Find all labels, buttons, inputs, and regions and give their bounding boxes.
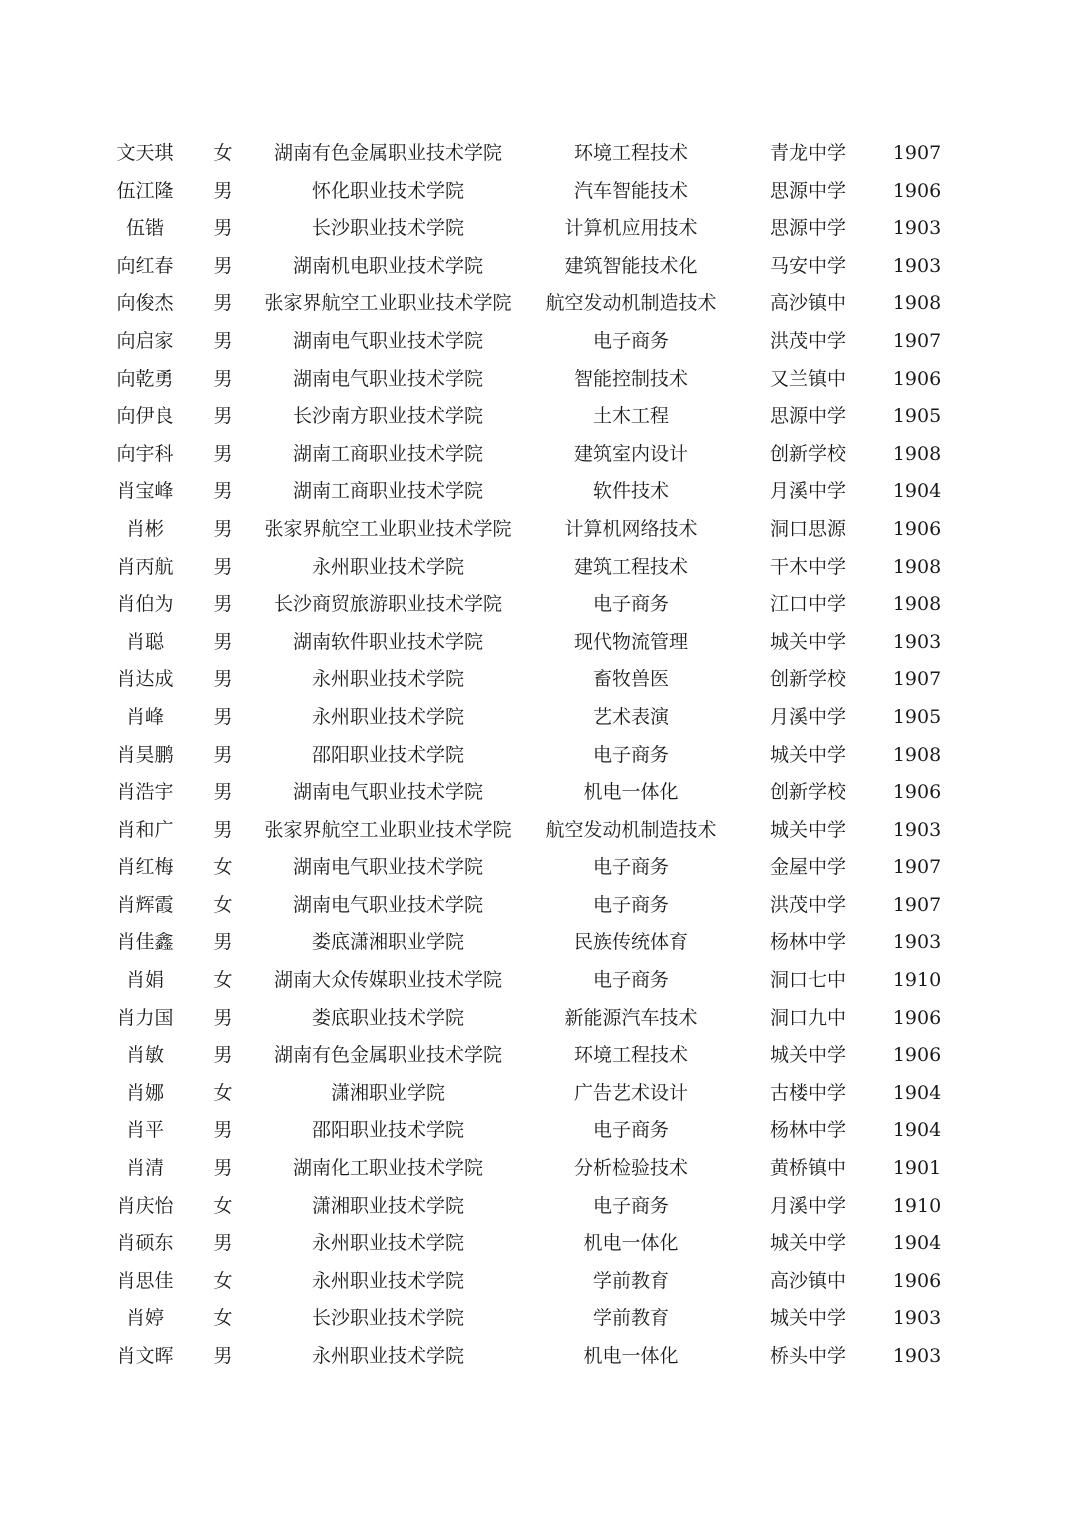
table-row [0,774,1080,812]
student-class: 1903 [892,1307,942,1330]
student-major: 电子商务 [592,329,669,352]
student-major: 电子商务 [592,593,669,616]
student-class: 1908 [892,743,942,766]
student-name: 肖宝峰 [116,480,174,503]
student-class: 1906 [892,1006,942,1029]
student-name: 向宇科 [116,442,174,465]
student-middle-school: 高沙镇中 [769,1269,846,1292]
student-middle-school: 杨林中学 [769,1119,846,1142]
student-college: 湖南工商职业技术学院 [292,442,483,465]
student-middle-school: 思源中学 [769,405,846,428]
student-name: 肖婷 [125,1307,164,1330]
student-major: 电子商务 [592,969,669,992]
table-row [0,1150,1080,1188]
student-major: 机电一体化 [583,1232,679,1255]
student-class: 1904 [892,480,942,503]
student-middle-school: 黄桥镇中 [769,1157,846,1180]
student-major: 汽车智能技术 [573,179,688,202]
student-college: 长沙商贸旅游职业技术学院 [273,593,502,616]
table-row [0,285,1080,323]
student-gender: 男 [213,405,233,428]
student-middle-school: 城关中学 [769,818,846,841]
student-middle-school: 创新学校 [769,668,846,691]
student-class: 1906 [892,517,942,540]
student-gender: 男 [213,555,233,578]
student-name: 肖红梅 [116,856,174,879]
student-name: 伍江隆 [116,179,174,202]
table-row [0,661,1080,699]
student-name: 肖辉霞 [116,893,174,916]
student-middle-school: 江口中学 [769,593,846,616]
student-name: 向俊杰 [116,292,174,315]
student-college: 湖南大众传媒职业技术学院 [273,969,502,992]
student-gender: 男 [213,329,233,352]
student-class: 1906 [892,1044,942,1067]
student-middle-school: 城关中学 [769,1307,846,1330]
student-name: 肖聪 [125,630,164,653]
table-row [0,812,1080,850]
table-row [0,1075,1080,1113]
student-college: 湖南软件职业技术学院 [292,630,483,653]
student-name: 肖佳鑫 [116,931,174,954]
student-college: 潇湘职业技术学院 [311,1194,464,1217]
student-class: 1901 [892,1157,942,1180]
student-name: 肖清 [125,1157,164,1180]
student-class: 1904 [892,1232,942,1255]
student-major: 智能控制技术 [573,367,688,390]
table-row [0,210,1080,248]
student-major: 建筑智能技术化 [564,254,698,277]
student-middle-school: 创新学校 [769,442,846,465]
student-major: 机电一体化 [583,781,679,804]
table-row [0,511,1080,549]
student-major: 学前教育 [592,1307,669,1330]
student-middle-school: 创新学校 [769,781,846,804]
student-major: 机电一体化 [583,1345,679,1367]
student-college: 永州职业技术学院 [311,1232,464,1255]
student-college: 湖南机电职业技术学院 [292,254,483,277]
student-college: 湖南化工职业技术学院 [292,1157,483,1180]
student-middle-school: 城关中学 [769,1044,846,1067]
student-gender: 女 [213,969,233,992]
student-middle-school: 月溪中学 [769,480,846,503]
table-row [0,1300,1080,1338]
student-college: 张家界航空工业职业技术学院 [264,517,512,540]
student-class: 1904 [892,1119,942,1142]
student-gender: 女 [213,142,233,164]
student-college: 娄底潇湘职业学院 [311,931,464,954]
student-gender: 女 [213,893,233,916]
student-gender: 男 [213,1006,233,1029]
student-major: 艺术表演 [592,705,669,728]
table-row [0,398,1080,436]
student-college: 邵阳职业技术学院 [311,743,464,766]
student-middle-school: 思源中学 [769,217,846,240]
table-row [0,737,1080,775]
student-gender: 男 [213,442,233,465]
table-row [0,1112,1080,1150]
student-name: 肖彬 [125,517,164,540]
student-name: 肖力国 [116,1006,174,1029]
student-gender: 男 [213,668,233,691]
student-name: 肖娜 [125,1081,164,1104]
student-gender: 男 [213,1157,233,1180]
student-college: 长沙职业技术学院 [311,217,464,240]
student-class: 1907 [892,142,942,164]
student-college: 张家界航空工业职业技术学院 [264,292,512,315]
table-row [0,962,1080,1000]
table-row [0,1000,1080,1038]
student-major: 航空发动机制造技术 [545,292,717,315]
student-gender: 男 [213,292,233,315]
table-row [0,248,1080,286]
student-gender: 男 [213,1345,233,1367]
student-middle-school: 月溪中学 [769,705,846,728]
table-row [0,1225,1080,1263]
student-college: 邵阳职业技术学院 [311,1119,464,1142]
student-college: 永州职业技术学院 [311,705,464,728]
student-middle-school: 城关中学 [769,630,846,653]
student-middle-school: 马安中学 [769,254,846,277]
table-row [0,361,1080,399]
student-class: 1907 [892,893,942,916]
student-college: 湖南工商职业技术学院 [292,480,483,503]
student-major: 建筑室内设计 [573,442,688,465]
student-class: 1906 [892,179,942,202]
student-gender: 男 [213,254,233,277]
student-major: 学前教育 [592,1269,669,1292]
student-middle-school: 洪茂中学 [769,329,846,352]
student-name: 文天琪 [116,142,174,164]
student-middle-school: 城关中学 [769,743,846,766]
student-college: 永州职业技术学院 [311,555,464,578]
student-gender: 女 [213,856,233,879]
student-class: 1908 [892,593,942,616]
student-major: 电子商务 [592,1194,669,1217]
student-name: 肖浩宇 [116,781,174,804]
student-gender: 男 [213,931,233,954]
student-middle-school: 洞口七中 [769,969,846,992]
student-gender: 女 [213,1269,233,1292]
table-row [0,549,1080,587]
student-class: 1903 [892,254,942,277]
student-middle-school: 干木中学 [769,555,846,578]
student-class: 1903 [892,217,942,240]
student-name: 肖文晖 [116,1345,174,1367]
student-college: 永州职业技术学院 [311,668,464,691]
student-class: 1906 [892,1269,942,1292]
student-college: 长沙职业技术学院 [311,1307,464,1330]
student-gender: 男 [213,217,233,240]
student-name: 肖和广 [116,818,174,841]
student-gender: 男 [213,1044,233,1067]
student-middle-school: 又兰镇中 [769,367,846,390]
student-college: 湖南电气职业技术学院 [292,367,483,390]
student-major: 民族传统体育 [573,931,688,954]
student-middle-school: 洞口九中 [769,1006,846,1029]
student-middle-school: 高沙镇中 [769,292,846,315]
table-row [0,436,1080,474]
student-major: 环境工程技术 [573,1044,688,1067]
student-gender: 男 [213,593,233,616]
student-major: 建筑工程技术 [573,555,688,578]
student-college: 潇湘职业学院 [330,1081,445,1104]
student-college: 娄底职业技术学院 [311,1006,464,1029]
student-college: 湖南电气职业技术学院 [292,856,483,879]
student-name: 向乾勇 [116,367,174,390]
student-class: 1903 [892,630,942,653]
student-gender: 男 [213,1119,233,1142]
table-row [0,1338,1080,1376]
student-college: 永州职业技术学院 [311,1269,464,1292]
student-name: 向伊良 [116,405,174,428]
student-gender: 男 [213,743,233,766]
student-college: 湖南有色金属职业技术学院 [273,1044,502,1067]
student-gender: 男 [213,781,233,804]
student-middle-school: 洞口思源 [769,517,846,540]
table-row [0,887,1080,925]
student-gender: 男 [213,705,233,728]
student-gender: 男 [213,367,233,390]
table-row [0,1188,1080,1226]
student-college: 长沙南方职业技术学院 [292,405,483,428]
student-major: 分析检验技术 [573,1157,688,1180]
student-major: 现代物流管理 [573,630,688,653]
table-row [0,473,1080,511]
student-gender: 男 [213,179,233,202]
student-college: 永州职业技术学院 [311,1345,464,1367]
student-name: 肖娟 [125,969,164,992]
student-major: 航空发动机制造技术 [545,818,717,841]
student-class: 1908 [892,292,942,315]
student-college: 湖南电气职业技术学院 [292,781,483,804]
student-middle-school: 月溪中学 [769,1194,846,1217]
student-name: 肖丙航 [116,555,174,578]
student-gender: 男 [213,1232,233,1255]
student-college: 湖南有色金属职业技术学院 [273,142,502,164]
student-class: 1910 [892,969,942,992]
student-roster [0,135,1080,1376]
student-gender: 男 [213,517,233,540]
student-middle-school: 洪茂中学 [769,893,846,916]
student-major: 环境工程技术 [573,142,688,164]
student-gender: 女 [213,1307,233,1330]
student-college: 怀化职业技术学院 [311,179,464,202]
student-class: 1905 [892,705,942,728]
student-name: 肖庆怡 [116,1194,174,1217]
student-name: 肖达成 [116,668,174,691]
student-name: 肖伯为 [116,593,174,616]
student-gender: 男 [213,630,233,653]
student-major: 计算机应用技术 [564,217,698,240]
student-class: 1910 [892,1194,942,1217]
student-gender: 女 [213,1194,233,1217]
student-class: 1906 [892,781,942,804]
student-middle-school: 金屋中学 [769,856,846,879]
student-middle-school: 桥头中学 [769,1345,846,1367]
student-name: 向红春 [116,254,174,277]
table-row [0,924,1080,962]
student-class: 1903 [892,931,942,954]
student-college: 张家界航空工业职业技术学院 [264,818,512,841]
student-major: 软件技术 [592,480,669,503]
student-name: 肖峰 [125,705,164,728]
table-row [0,586,1080,624]
student-class: 1903 [892,1345,942,1367]
student-college: 湖南电气职业技术学院 [292,893,483,916]
student-major: 广告艺术设计 [573,1081,688,1104]
student-major: 新能源汽车技术 [564,1006,698,1029]
student-middle-school: 思源中学 [769,179,846,202]
student-gender: 男 [213,818,233,841]
student-college: 湖南电气职业技术学院 [292,329,483,352]
student-major: 电子商务 [592,743,669,766]
student-major: 电子商务 [592,856,669,879]
student-class: 1903 [892,818,942,841]
student-major: 畜牧兽医 [592,668,669,691]
table-row [0,849,1080,887]
student-major: 土木工程 [592,405,669,428]
student-name: 伍锴 [125,217,164,240]
student-middle-school: 古楼中学 [769,1081,846,1104]
table-row [0,135,1080,173]
student-class: 1906 [892,367,942,390]
student-class: 1904 [892,1081,942,1104]
student-major: 电子商务 [592,1119,669,1142]
student-name: 肖平 [125,1119,164,1142]
student-name: 向启家 [116,329,174,352]
student-name: 肖昊鹏 [116,743,174,766]
student-class: 1908 [892,555,942,578]
student-class: 1905 [892,405,942,428]
table-row [0,1263,1080,1301]
student-class: 1907 [892,329,942,352]
student-class: 1907 [892,668,942,691]
student-major: 电子商务 [592,893,669,916]
student-name: 肖敏 [125,1044,164,1067]
student-class: 1907 [892,856,942,879]
table-row [0,624,1080,662]
student-name: 肖思佳 [116,1269,174,1292]
student-major: 计算机网络技术 [564,517,698,540]
table-row [0,1037,1080,1075]
student-gender: 男 [213,480,233,503]
table-row [0,323,1080,361]
student-name: 肖硕东 [116,1232,174,1255]
table-row [0,699,1080,737]
student-middle-school: 杨林中学 [769,931,846,954]
student-class: 1908 [892,442,942,465]
student-middle-school: 城关中学 [769,1232,846,1255]
table-row [0,173,1080,211]
student-middle-school: 青龙中学 [769,142,846,164]
student-gender: 女 [213,1081,233,1104]
